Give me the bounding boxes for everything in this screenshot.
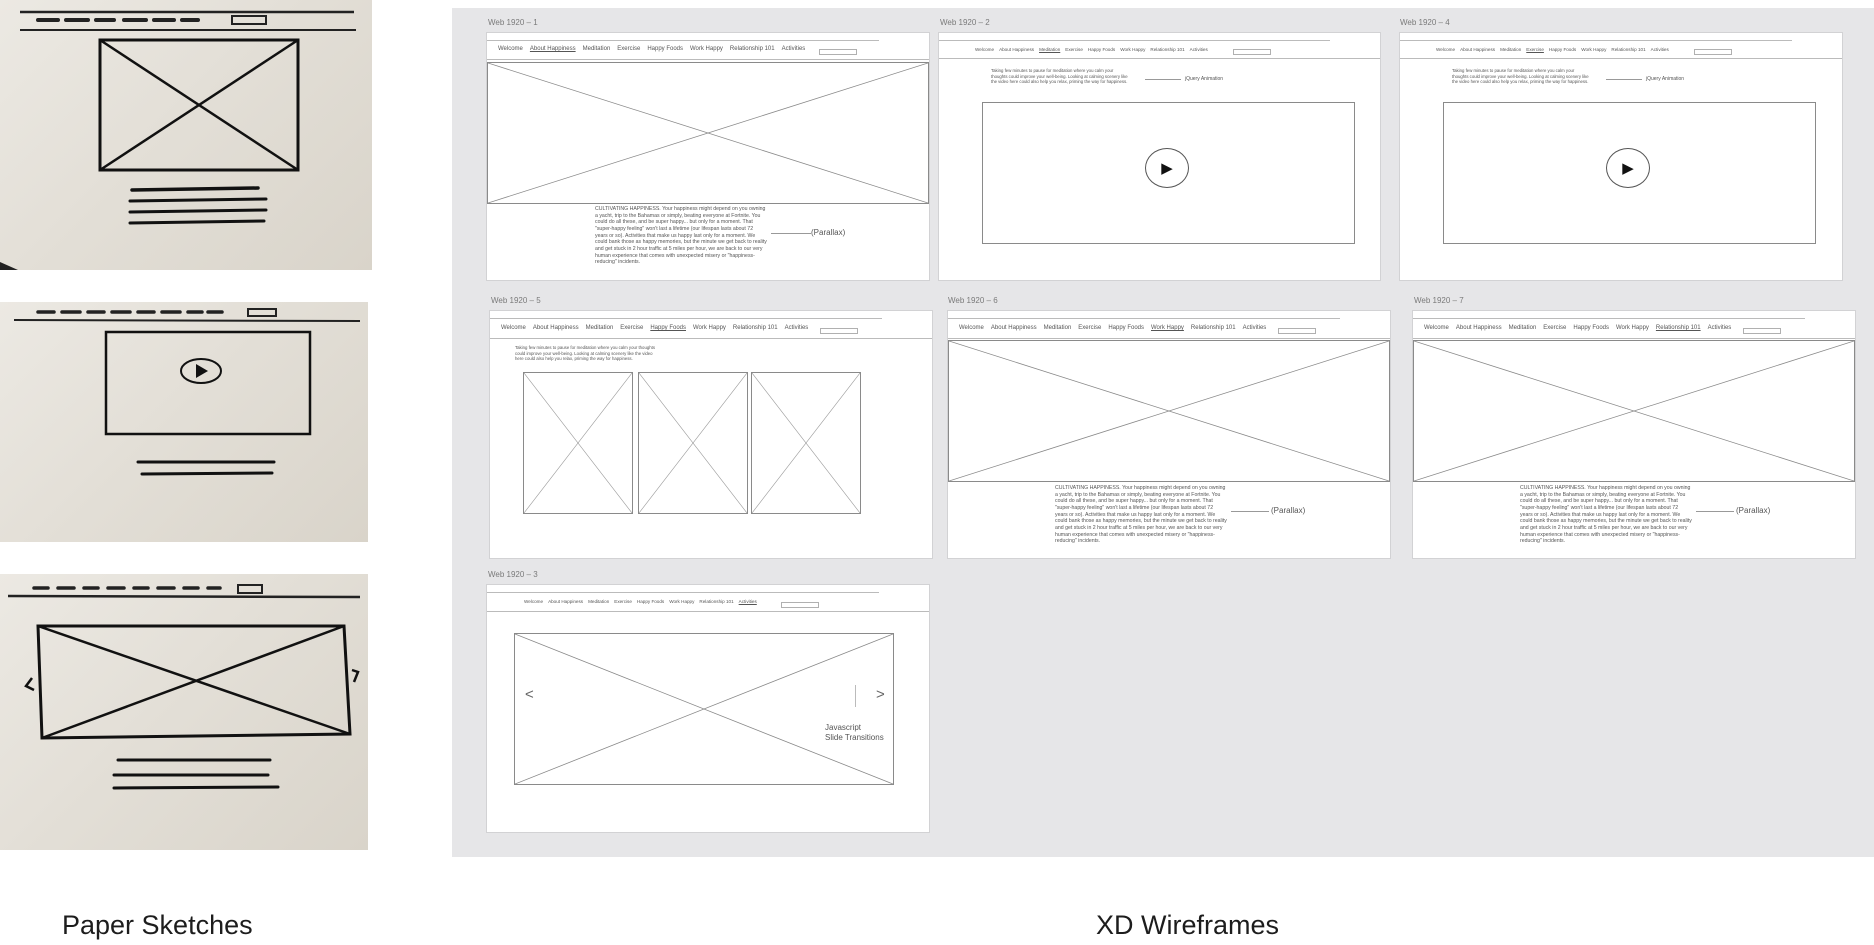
nav-item-exercise[interactable]: Exercise: [1065, 47, 1083, 52]
paper-sketch-1: [0, 0, 372, 270]
header-divider: [939, 58, 1380, 59]
placeholder-cross-icon: [524, 373, 632, 513]
nav-item-relationship-101[interactable]: Relationship 101: [1611, 47, 1646, 52]
nav-item-about-happiness[interactable]: About Happiness: [990, 325, 1037, 331]
body-paragraph: CULTIVATING HAPPINESS. Your happiness might depend on you owning a yacht, trip to the Bahamas or simply, beating everyone at Fortnite. You could do all these, and be super happy... but only for a moment. That "super-happy feeling" won't last a lifetime (our lifespan lasts about 72 years or so). Activities that make us happy last only for a moment. We could bank those as happy memories, but the minute we get back to reality and get stuck in 2 hour traffic at 5 miles per hour, we are back to our very human experience that comes with unexpected misery or "happiness-reducing" incidents.: [595, 206, 767, 266]
chevron-left-icon[interactable]: <: [525, 686, 534, 703]
artboard-title[interactable]: Web 1920 – 5: [491, 296, 541, 305]
xd-canvas[interactable]: [452, 8, 1874, 857]
nav-item-about-happiness[interactable]: About Happiness: [1460, 47, 1496, 52]
annotation-leader: [771, 233, 811, 234]
paper-sketch-3: [0, 574, 368, 850]
nav-item-meditation[interactable]: Meditation: [588, 599, 610, 604]
nav-item-welcome[interactable]: Welcome: [498, 46, 523, 52]
nav-item-work-happy[interactable]: Work Happy: [690, 46, 723, 52]
paper-sketch-2: [0, 302, 368, 542]
nav-item-happy-foods[interactable]: Happy Foods: [1573, 325, 1609, 331]
search-box[interactable]: [1743, 328, 1781, 334]
nav-item-happy-foods[interactable]: Happy Foods: [1087, 47, 1116, 52]
search-box[interactable]: [820, 328, 858, 334]
artboard-web-1920-2[interactable]: [938, 32, 1381, 281]
paper-sketches-caption: Paper Sketches: [62, 910, 253, 940]
intro-paragraph: Taking few minutes to pause for meditation where you calm your thoughts could improve your well-being. Looking at calming scenery like the video here could also help you relax, priming the way for happiness.: [991, 68, 1128, 84]
search-box[interactable]: [819, 49, 857, 55]
nav-item-meditation[interactable]: Meditation: [582, 46, 611, 52]
nav-item-exercise[interactable]: Exercise: [1526, 47, 1544, 52]
nav-item-activities[interactable]: Activities: [781, 46, 806, 52]
placeholder-cross-icon: [949, 341, 1389, 481]
artboard-title[interactable]: Web 1920 – 4: [1400, 18, 1450, 27]
header-divider: [487, 611, 929, 612]
artboard-web-1920-6[interactable]: [947, 310, 1391, 559]
nav-item-relationship-101[interactable]: Relationship 101: [1190, 325, 1236, 331]
nav-item-activities[interactable]: Activities: [1189, 47, 1208, 52]
video-placeholder[interactable]: [982, 102, 1355, 244]
nav-item-about-happiness[interactable]: About Happiness: [532, 325, 579, 331]
artboard-web-1920-4[interactable]: [1399, 32, 1843, 281]
nav-item-activities[interactable]: Activities: [1650, 47, 1669, 52]
nav-item-meditation[interactable]: Meditation: [1039, 47, 1061, 52]
nav-item-meditation[interactable]: Meditation: [1043, 325, 1072, 331]
annotation-line: Javascript: [825, 723, 862, 732]
nav-item-welcome[interactable]: Welcome: [1424, 325, 1449, 331]
nav-item-welcome[interactable]: Welcome: [501, 325, 526, 331]
nav-item-welcome[interactable]: Welcome: [1436, 47, 1456, 52]
hero-image-placeholder: [1413, 340, 1855, 482]
nav-bar: [975, 47, 1208, 52]
parallax-annotation: (Parallax): [1736, 506, 1771, 515]
parallax-annotation: (Parallax): [811, 228, 846, 237]
search-box[interactable]: [781, 602, 819, 608]
header-divider: [487, 59, 929, 60]
food-image-placeholder: [638, 372, 748, 514]
nav-item-meditation[interactable]: Meditation: [1508, 325, 1537, 331]
play-icon[interactable]: ▶: [1606, 148, 1650, 188]
nav-item-activities[interactable]: Activities: [738, 599, 757, 604]
nav-item-relationship-101[interactable]: Relationship 101: [1150, 47, 1185, 52]
nav-item-exercise[interactable]: Exercise: [614, 599, 632, 604]
nav-item-relationship-101[interactable]: Relationship 101: [732, 325, 778, 331]
nav-item-about-happiness[interactable]: About Happiness: [529, 46, 576, 52]
hero-image-placeholder: [487, 62, 929, 204]
nav-item-welcome[interactable]: Welcome: [959, 325, 984, 331]
artboard-title[interactable]: Web 1920 – 1: [488, 18, 538, 27]
nav-item-welcome[interactable]: Welcome: [524, 599, 544, 604]
body-paragraph: CULTIVATING HAPPINESS. Your happiness might depend on you owning a yacht, trip to the Bahamas or simply, beating everyone at Fortnite. You could do all these, and be super happy... but only for a moment. That "super-happy feeling" won't last a lifetime (our lifespan lasts about 72 years or so). Activities that make us happy last only for a moment. We could bank those as happy memories, but the minute we get back to reality and get stuck in 2 hour traffic at 5 miles per hour, we are back to our very human experience that comes with unexpected misery or "happiness-reducing" incidents.: [1520, 485, 1692, 545]
nav-item-work-happy[interactable]: Work Happy: [693, 325, 726, 331]
nav-item-about-happiness[interactable]: About Happiness: [548, 599, 584, 604]
nav-item-happy-foods[interactable]: Happy Foods: [1548, 47, 1577, 52]
nav-item-happy-foods[interactable]: Happy Foods: [636, 599, 665, 604]
nav-bar: [498, 46, 805, 52]
nav-item-work-happy[interactable]: Work Happy: [1581, 47, 1607, 52]
artboard-web-1920-7[interactable]: [1412, 310, 1856, 559]
slider-image-placeholder: [514, 633, 894, 785]
nav-item-happy-foods[interactable]: Happy Foods: [1108, 325, 1144, 331]
nav-bar: [959, 325, 1266, 331]
hero-image-placeholder: [948, 340, 1390, 482]
nav-item-work-happy[interactable]: Work Happy: [669, 599, 695, 604]
artboard-title[interactable]: Web 1920 – 2: [940, 18, 990, 27]
nav-item-activities[interactable]: Activities: [784, 325, 809, 331]
sketch-drawing: [0, 0, 372, 270]
annotation-leader: [1231, 511, 1269, 512]
placeholder-cross-icon: [752, 373, 860, 513]
nav-item-exercise[interactable]: Exercise: [1078, 325, 1102, 331]
nav-item-exercise[interactable]: Exercise: [620, 325, 644, 331]
artboard-title[interactable]: Web 1920 – 3: [488, 570, 538, 579]
nav-item-activities[interactable]: Activities: [1707, 325, 1732, 331]
search-box[interactable]: [1278, 328, 1316, 334]
xd-wireframes-caption: XD Wireframes: [1096, 910, 1280, 940]
header-divider: [1413, 338, 1855, 339]
play-icon[interactable]: ▶: [1145, 148, 1189, 188]
nav-bar: [1436, 47, 1669, 52]
nav-item-happy-foods[interactable]: Happy Foods: [650, 325, 686, 331]
food-image-placeholder: [751, 372, 861, 514]
artboard-title[interactable]: Web 1920 – 6: [948, 296, 998, 305]
nav-item-about-happiness[interactable]: About Happiness: [1455, 325, 1502, 331]
header-rule: [490, 318, 882, 319]
nav-item-exercise[interactable]: Exercise: [1543, 325, 1567, 331]
annotation-leader: [855, 685, 856, 707]
placeholder-cross-icon: [1414, 341, 1854, 481]
header-rule: [948, 318, 1340, 319]
nav-bar: [501, 325, 808, 331]
header-divider: [490, 338, 932, 339]
chevron-right-icon[interactable]: >: [876, 686, 885, 703]
body-paragraph: CULTIVATING HAPPINESS. Your happiness might depend on you owning a yacht, trip to the Bahamas or simply, beating everyone at Fortnite. You could do all these, and be super happy... but only for a moment. That "super-happy feeling" won't last a lifetime (our lifespan lasts about 72 years or so). Activities that make us happy last only for a moment. We could bank those as happy memories, but the minute we get back to reality and get stuck in 2 hour traffic at 5 miles per hour, we are back to our very human experience that comes with unexpected misery or "happiness-reducing" incidents.: [1055, 485, 1227, 545]
placeholder-cross-icon: [488, 63, 928, 203]
header-rule: [487, 592, 879, 593]
nav-bar: [524, 599, 757, 604]
header-rule: [487, 40, 879, 41]
header-rule: [1413, 318, 1805, 319]
artboard-web-1920-3[interactable]: [486, 584, 930, 833]
sketch-drawing: [0, 302, 368, 542]
jquery-annotation: jQuery Animation: [1646, 76, 1685, 82]
nav-item-relationship-101[interactable]: Relationship 101: [699, 599, 734, 604]
food-image-placeholder: [523, 372, 633, 514]
nav-item-relationship-101[interactable]: Relationship 101: [1655, 325, 1701, 331]
header-rule: [1400, 40, 1792, 41]
placeholder-cross-icon: [639, 373, 747, 513]
nav-item-work-happy[interactable]: Work Happy: [1616, 325, 1649, 331]
placeholder-cross-icon: [515, 634, 893, 784]
parallax-annotation: (Parallax): [1271, 506, 1306, 515]
annotation-leader: [1145, 79, 1181, 80]
nav-item-meditation[interactable]: Meditation: [1500, 47, 1522, 52]
slide-transitions-annotation: [825, 723, 884, 742]
header-divider: [1400, 58, 1842, 59]
nav-item-about-happiness[interactable]: About Happiness: [999, 47, 1035, 52]
intro-paragraph: Taking few minutes to pause for meditation where you calm your thoughts could improve your well-being. Looking at calming scenery like the video here could also help you relax, priming the way for happiness.: [1452, 68, 1589, 84]
header-divider: [948, 338, 1390, 339]
header-rule: [939, 40, 1330, 41]
jquery-annotation: jQuery Animation: [1185, 76, 1224, 82]
search-box[interactable]: [1233, 49, 1271, 55]
nav-item-work-happy[interactable]: Work Happy: [1151, 325, 1184, 331]
video-placeholder[interactable]: [1443, 102, 1816, 244]
nav-item-relationship-101[interactable]: Relationship 101: [729, 46, 775, 52]
nav-item-welcome[interactable]: Welcome: [975, 47, 995, 52]
nav-item-exercise[interactable]: Exercise: [617, 46, 641, 52]
nav-item-meditation[interactable]: Meditation: [585, 325, 614, 331]
search-box[interactable]: [1694, 49, 1732, 55]
annotation-leader: [1696, 511, 1734, 512]
nav-item-happy-foods[interactable]: Happy Foods: [647, 46, 683, 52]
nav-bar: [1424, 325, 1731, 331]
annotation-leader: [1606, 79, 1642, 80]
artboard-web-1920-5[interactable]: [489, 310, 933, 559]
intro-paragraph: Taking few minutes to pause for meditation where you calm your thoughts could improve your well-being. Looking at calming scenery like the video here could also help you relax, priming the way for happiness.: [515, 345, 655, 361]
annotation-line: Slide Transitions: [825, 732, 884, 742]
artboard-title[interactable]: Web 1920 – 7: [1414, 296, 1464, 305]
sketch-drawing: [0, 574, 368, 850]
nav-item-activities[interactable]: Activities: [1242, 325, 1267, 331]
artboard-web-1920-1[interactable]: [486, 32, 930, 281]
nav-item-work-happy[interactable]: Work Happy: [1120, 47, 1146, 52]
